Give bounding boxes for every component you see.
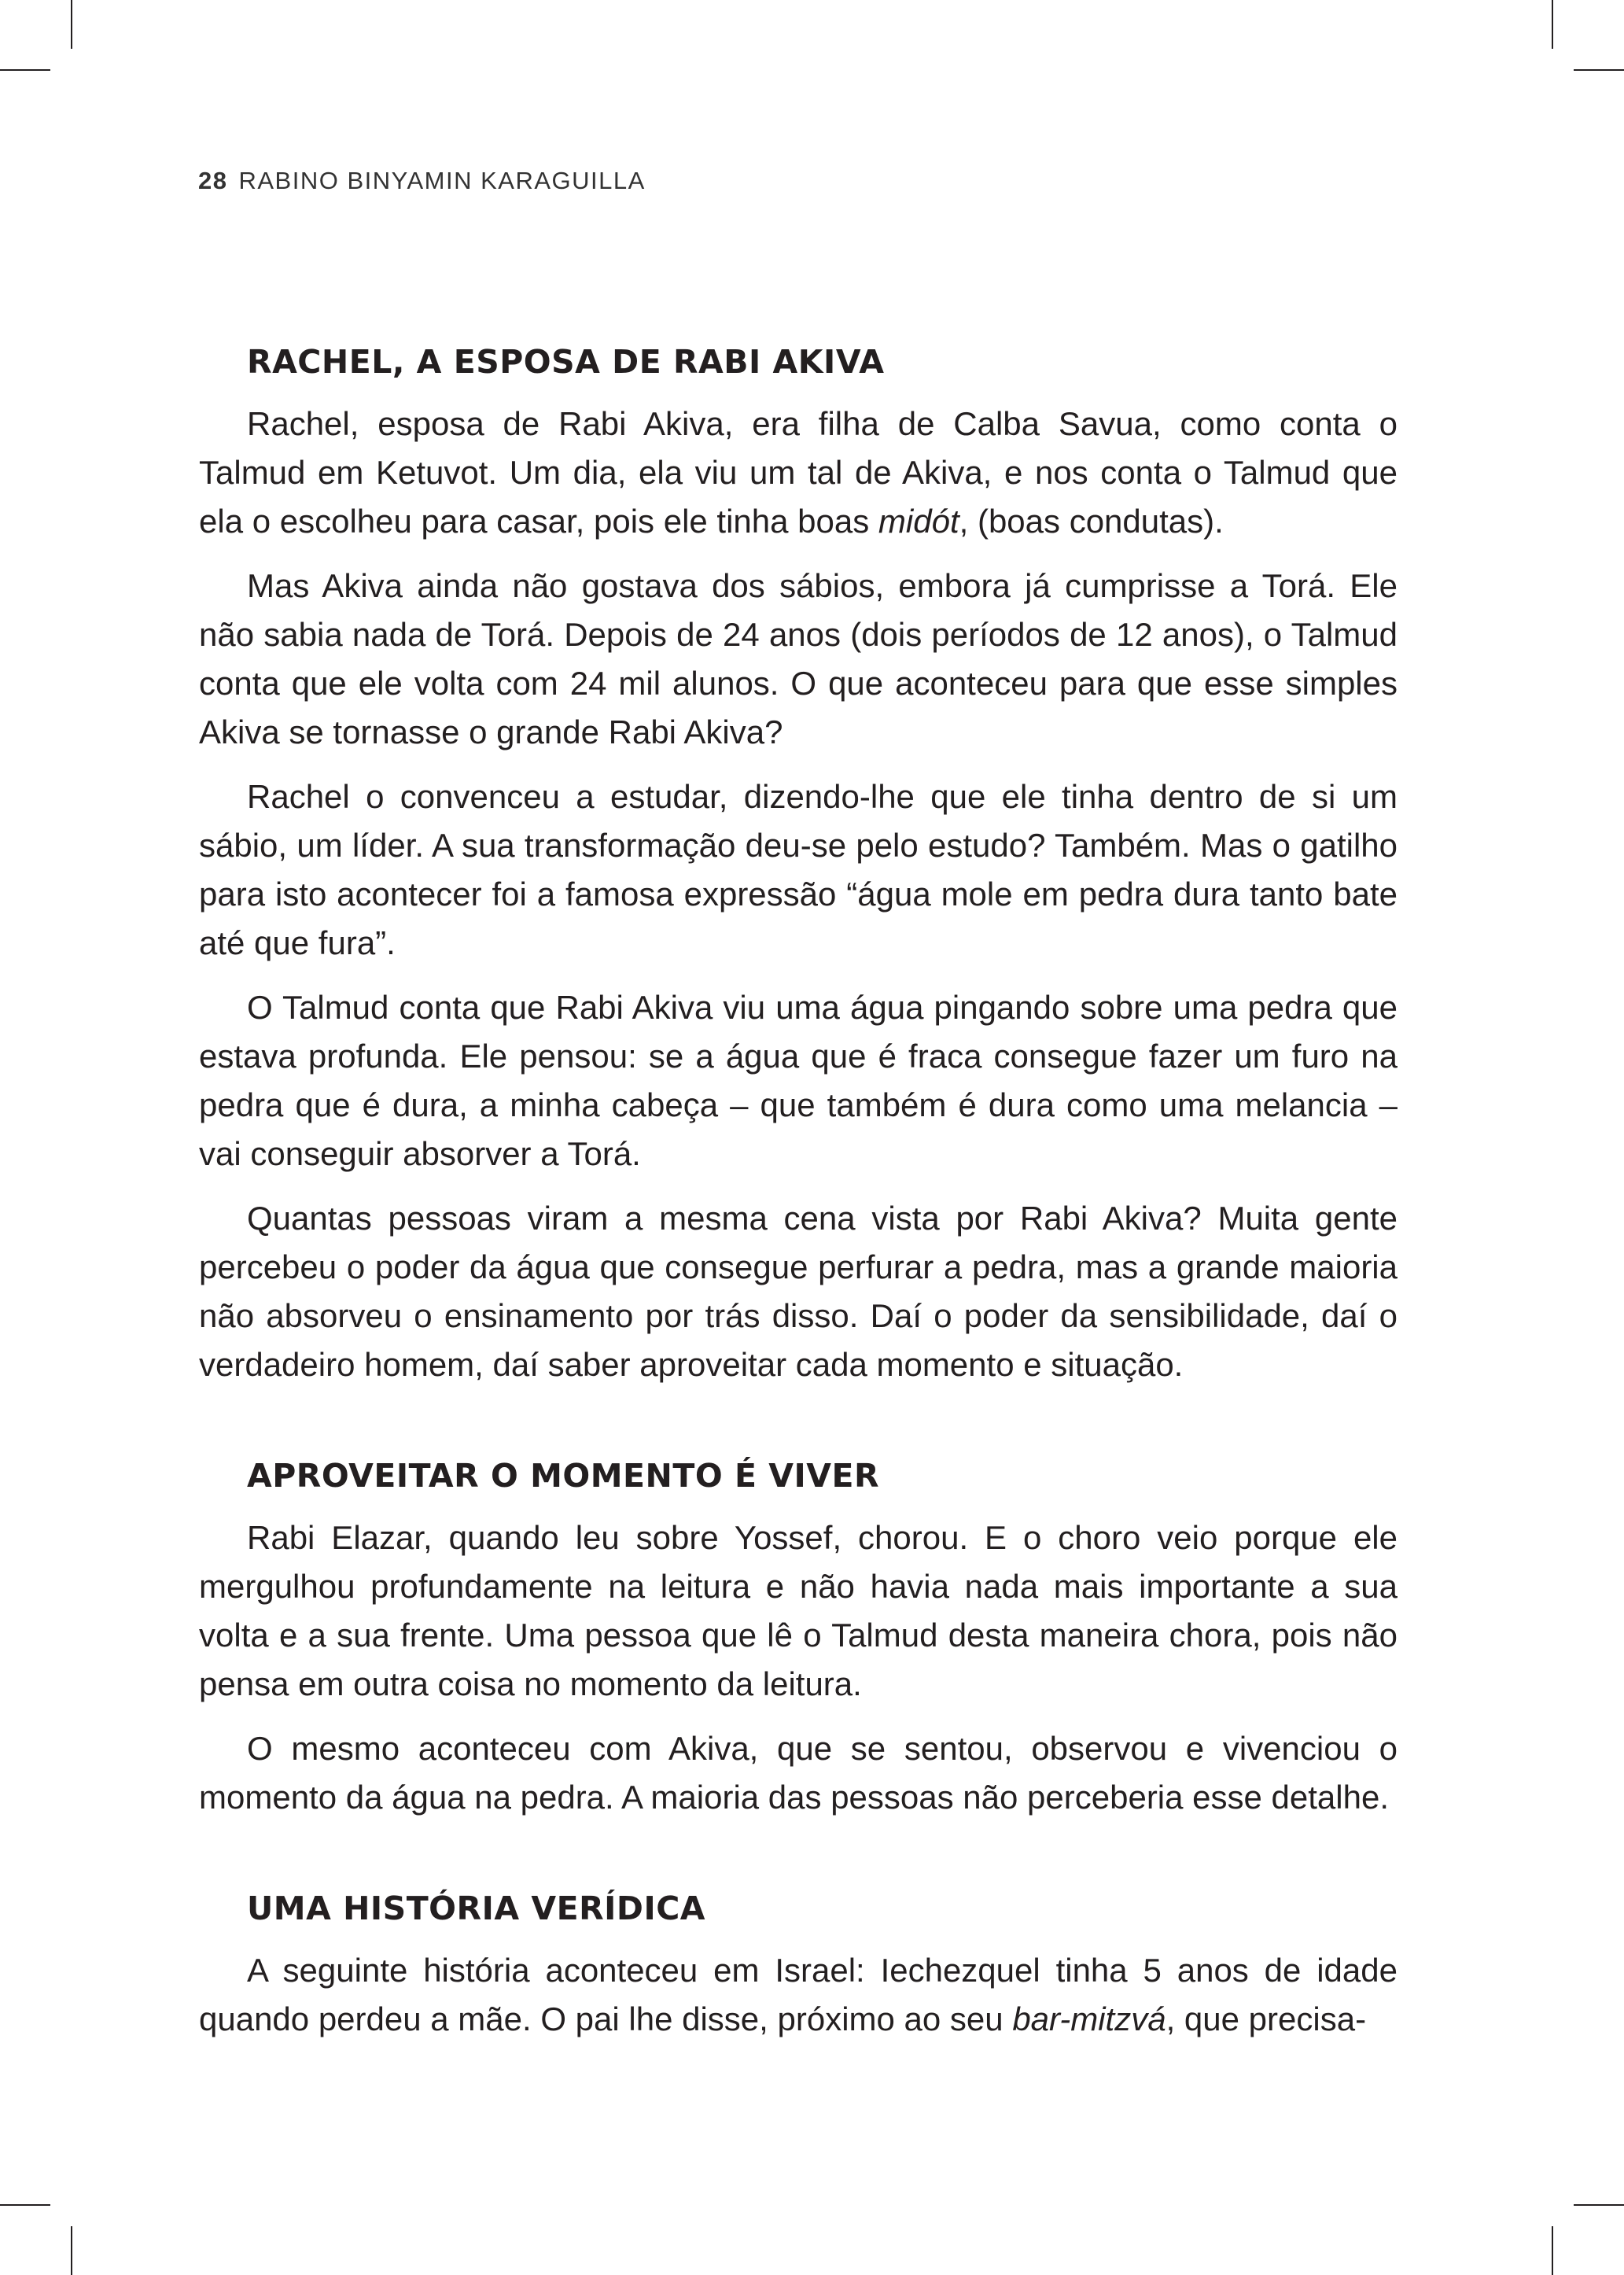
paragraph: Quantas pessoas viram a mesma cena vista por Rabi Akiva? Muita gente percebeu o poder da água que consegue perfurar a pedra, mas a grande maioria não absorveu o ensinamento por trás disso. Daí o poder da sensibilidade, daí o verdadeiro homem, daí saber aproveitar cada momento e situação.	[199, 1200, 1398, 1383]
section-aproveitar	[199, 1454, 1398, 1822]
paragraph: Rachel, esposa de Rabi Akiva, era filha de Calba Savua, como conta o Talmud em Ketuvot. Um dia, ela viu um tal de Akiva, e nos conta o Talmud que ela o escolheu para casar, pois ele tinha boas midót, (boas condutas).	[199, 405, 1398, 540]
paragraph: Mas Akiva ainda não gostava dos sábios, embora já cumprisse a Torá. Ele não sabia nada de Torá. Depois de 24 anos (dois períodos de 12 anos), o Talmud conta que ele volta com 24 mil alunos. O que aconteceu para que esse simples Akiva se tornasse o grande Rabi Akiva?	[199, 567, 1398, 750]
italic-term: bar-mitzvá	[1012, 2000, 1166, 2037]
section-heading: RACHEL, A ESPOSA DE RABI AKIVA	[247, 343, 885, 381]
crop-mark	[0, 2204, 50, 2206]
section-heading: APROVEITAR O MOMENTO É VIVER	[247, 1457, 880, 1495]
running-head-author: RABINO BINYAMIN KARAGUILLA	[238, 167, 646, 194]
paragraph: A seguinte história aconteceu em Israel: Iechezquel tinha 5 anos de idade quando perdeu a mãe. O pai lhe disse, próximo ao seu bar-mitzvá, que precisa-	[199, 1952, 1398, 2037]
italic-term: midót	[878, 503, 959, 540]
page-number: 28	[198, 167, 228, 194]
running-head	[198, 167, 646, 195]
crop-mark	[1574, 69, 1624, 71]
paragraph: O Talmud conta que Rabi Akiva viu uma água pingando sobre uma pedra que estava profunda. Ele pensou: se a água que é fraca consegue fazer um furo na pedra que é dura, a minha cabeça – que também é dura como uma melancia – vai conseguir absorver a Torá.	[199, 989, 1398, 1172]
crop-mark	[1552, 2226, 1553, 2275]
page-body	[199, 340, 1398, 2059]
crop-mark	[0, 69, 50, 71]
section-rachel	[199, 340, 1398, 1389]
paragraph: Rachel o convenceu a estudar, dizendo-lhe que ele tinha dentro de si um sábio, um líder. A sua transformação deu-se pelo estudo? Também. Mas o gatilho para isto acontecer foi a famosa expressão “água mole em pedra dura tanto bate até que fura”.	[199, 778, 1398, 961]
crop-mark	[71, 0, 72, 49]
section-historia	[199, 1886, 1398, 2044]
section-heading: UMA HISTÓRIA VERÍDICA	[247, 1890, 706, 1927]
paragraph: O mesmo aconteceu com Akiva, que se sentou, observou e vivenciou o momento da água na pedra. A maioria das pessoas não perceberia esse detalhe.	[199, 1730, 1398, 1816]
crop-mark	[1552, 0, 1553, 49]
paragraph: Rabi Elazar, quando leu sobre Yossef, chorou. E o choro veio porque ele mergulhou profundamente na leitura e não havia nada mais importante a sua volta e a sua frente. Uma pessoa que lê o Talmud desta maneira chora, pois não pensa em outra coisa no momento da leitura.	[199, 1519, 1398, 1702]
crop-mark	[1574, 2204, 1624, 2206]
crop-mark	[71, 2226, 72, 2275]
